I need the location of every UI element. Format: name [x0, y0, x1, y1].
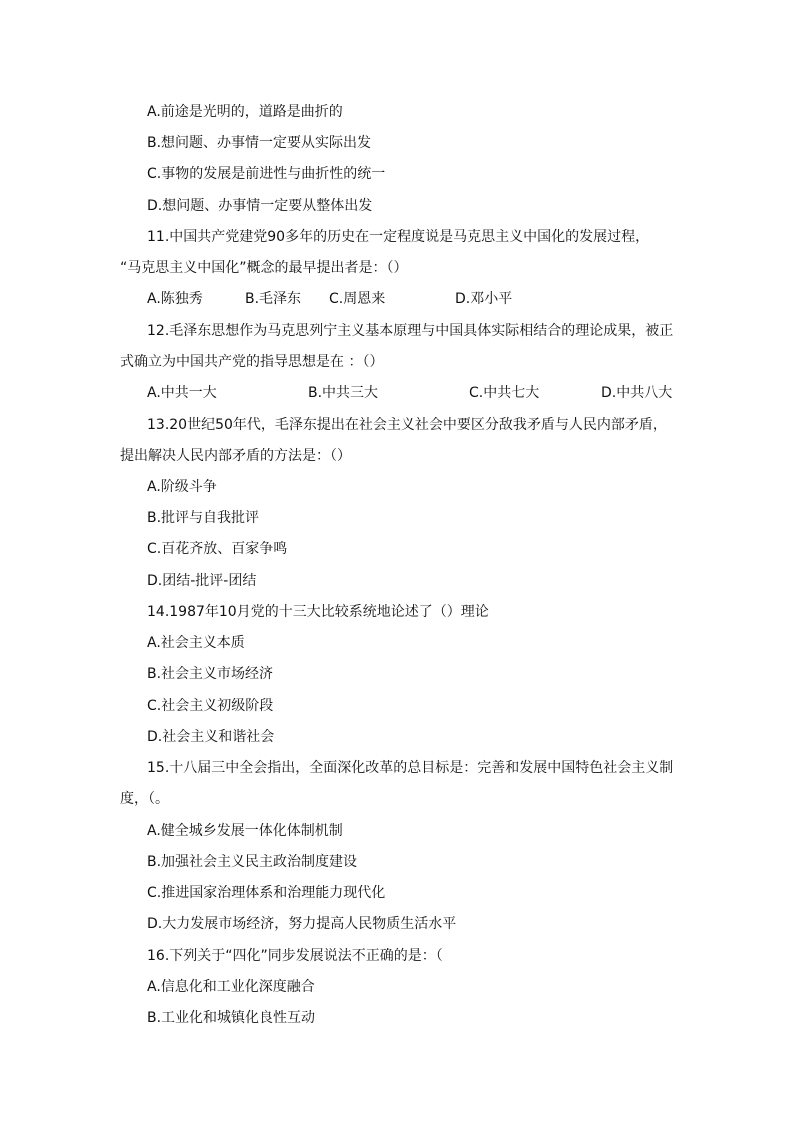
option-line: B.想问题、办事情一定要从实际出发	[147, 135, 372, 151]
option-line: C.事物的发展是前进性与曲折性的统一	[147, 166, 386, 182]
question-11-cont: “马克思主义中国化”概念的最早提出者是：（）	[120, 260, 408, 276]
option-b: B.社会主义市场经济	[147, 666, 274, 682]
option-c: C.百花齐放、百家争鸣	[147, 541, 288, 557]
option-a: A.陈独秀	[147, 291, 203, 307]
option-a: A.社会主义本质	[147, 635, 245, 651]
option-line: A.前途是光明的，道路是曲折的	[147, 104, 343, 120]
option-a: A.信息化和工业化深度融合	[147, 979, 315, 995]
option-c: C.周恩来	[329, 291, 386, 307]
question-12: 12.毛泽东思想作为马克思列宁主义基本原理与中国具体实际相结合的理论成果，被正	[147, 323, 674, 339]
question-11-options	[147, 289, 677, 309]
question-13-cont: 提出解决人民内部矛盾的方法是：（）	[120, 448, 351, 464]
option-d: D.团结-批评-团结	[147, 573, 257, 589]
option-b: B.加强社会主义民主政治制度建设	[147, 854, 358, 870]
option-d: D.邓小平	[455, 291, 513, 307]
option-b: B.毛泽东	[245, 291, 302, 307]
option-d: D.社会主义和谐社会	[147, 729, 275, 745]
option-c: C.推进国家治理体系和治理能力现代化	[147, 885, 386, 901]
question-12-cont: 式确立为中国共产党的指导思想是在 ：（）	[120, 354, 384, 370]
question-15: 15.十八届三中全会指出，全面深化改革的总目标是：完善和发展中国特色社会主义制	[147, 760, 674, 776]
question-14: 14.1987年10月党的十三大比较系统地论述了（）理论	[147, 604, 489, 620]
question-12-options	[147, 383, 677, 403]
option-a: A.健全城乡发展一体化体制机制	[147, 823, 343, 839]
option-c: C.社会主义初级阶段	[147, 698, 274, 714]
option-a: A.阶级斗争	[147, 479, 217, 495]
option-d: D.中共八大	[601, 385, 673, 401]
option-b: B.工业化和城镇化良性互动	[147, 1010, 316, 1026]
option-c: C.中共七大	[469, 385, 540, 401]
option-d: D.大力发展市场经济，努力提高人民物质生活水平	[147, 916, 457, 932]
question-11: 11.中国共产党建党90多年的历史在一定程度说是马克思主义中国化的发展过程，	[147, 229, 650, 245]
option-a: A.中共一大	[147, 385, 217, 401]
option-b: B.批评与自我批评	[147, 510, 260, 526]
option-line: D.想问题、办事情一定要从整体出发	[147, 198, 373, 214]
option-b: B.中共三大	[308, 385, 379, 401]
question-16: 16.下列关于“四化”同步发展说法不正确的是：（	[147, 948, 443, 964]
question-13: 13.20世纪50年代，毛泽东提出在社会主义社会中要区分敌我矛盾与人民内部矛盾，	[147, 417, 667, 433]
question-15-cont: 度，（。	[120, 791, 169, 807]
